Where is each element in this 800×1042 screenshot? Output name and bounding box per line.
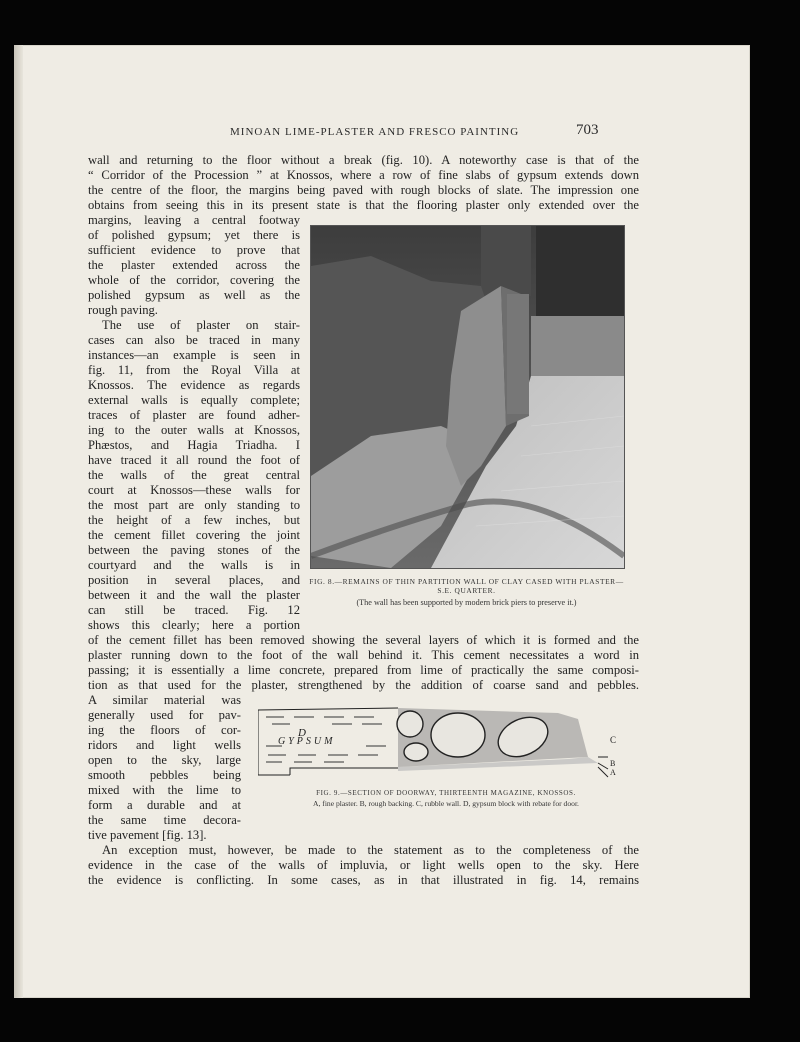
text-line: have traced it all round the foot of xyxy=(88,453,300,467)
text-line: cases can also be traced in many xyxy=(88,333,300,347)
label-gypsum: GYPSUM xyxy=(278,736,336,747)
fig8-caption-cont: S.E. QUARTER. xyxy=(437,586,496,595)
fig8-photograph xyxy=(310,225,625,569)
label-a: A xyxy=(610,768,616,777)
text-line: the plaster extended across the xyxy=(88,258,300,272)
label-d: D xyxy=(298,727,306,739)
text-line: the same time decora- xyxy=(88,813,241,827)
text-line: open to the sky, large xyxy=(88,753,241,767)
text-line: tion as that used for the plaster, strengthened by the addition of coarse sand and pebbles. xyxy=(88,678,639,692)
text-line: the cement fillet covering the joint xyxy=(88,528,300,542)
page-number: 703 xyxy=(576,122,599,138)
text-line: can still be traced. Fig. 12 xyxy=(88,603,300,617)
text-line: A similar material was xyxy=(88,693,241,707)
text-line: of polished gypsum; yet there is xyxy=(88,228,300,242)
text-line: between it and the wall the plaster xyxy=(88,588,300,602)
text-line: sufficient evidence to prove that xyxy=(88,243,300,257)
text-line: An exception must, however, be made to the statement as to the completeness of the xyxy=(102,843,639,857)
book-page xyxy=(14,45,750,998)
text-line: external walls is equally complete; xyxy=(88,393,300,407)
text-line: obtains from seeing this in its present state is that the flooring plaster only extended over the xyxy=(88,198,639,212)
text-line: court at Knossos—these walls for xyxy=(88,483,300,497)
fig9-caption: FIG. 9.—SECTION OF DOORWAY, THIRTEENTH MAGAZINE, KNOSSOS. xyxy=(316,789,576,797)
text-line: form a durable and at xyxy=(88,798,241,812)
text-line: shows this clearly; here a portion xyxy=(88,618,300,632)
text-line: The use of plaster on stair- xyxy=(102,318,300,332)
text-line: ing to the outer walls at Knossos, xyxy=(88,423,300,437)
text-line: the most part are only standing to xyxy=(88,498,300,512)
text-line: margins, leaving a central footway xyxy=(88,213,300,227)
text-line: between the paving stones of the xyxy=(88,543,300,557)
label-b: B xyxy=(610,759,616,768)
text-line: courtyard and the walls is in xyxy=(88,558,300,572)
text-line: the walls of the great central xyxy=(88,468,300,482)
page-fold xyxy=(14,45,23,998)
text-line: the centre of the floor, the margins being paved with rough blocks of slate. The impression one xyxy=(88,183,639,197)
fig8-caption: FIG. 8.—REMAINS OF THIN PARTITION WALL OF CLAY CASED WITH PLASTER— xyxy=(309,577,624,586)
text-line: ridors and light wells xyxy=(88,738,241,752)
text-line: evidence in the case of the walls of impluvia, or light wells open to the sky. Here xyxy=(88,858,639,872)
text-line: whole of the corridor, covering the xyxy=(88,273,300,287)
text-line: plaster running down to the foot of the wall behind it. This cement necessitates a word in xyxy=(88,648,639,662)
text-line: ing the floors of cor- xyxy=(88,723,241,737)
label-c: C xyxy=(610,735,617,745)
fig8-note: (The wall has been supported by modern brick piers to preserve it.) xyxy=(356,598,577,607)
text-line: “ Corridor of the Procession ” at Knossos, where a row of fine slabs of gypsum extends down xyxy=(88,168,639,182)
text-line: passing; it is essentially a lime concrete, prepared from lime of practically the same composi- xyxy=(88,663,639,677)
text-line: Phæstos, and Hagia Triadha. I xyxy=(88,438,300,452)
text-line: traces of plaster are found adher- xyxy=(88,408,300,422)
text-line: Knossos. The evidence as regards xyxy=(88,378,300,392)
text-line: the height of a few inches, but xyxy=(88,513,300,527)
text-line: of the cement fillet has been removed showing the several layers of which it is formed and the xyxy=(88,633,639,647)
ruined-wall-photo xyxy=(311,226,624,568)
text-line: smooth pebbles being xyxy=(88,768,241,782)
running-title: MINOAN LIME-PLASTER AND FRESCO PAINTING xyxy=(230,126,520,138)
text-line: fig. 11, from the Royal Villa at xyxy=(88,363,300,377)
text-line: rough paving. xyxy=(88,303,158,317)
fig9-legend: A, fine plaster. B, rough backing. C, rubble wall. D, gypsum block with rebate for door. xyxy=(313,799,579,808)
text-line: position in several places, and xyxy=(88,573,300,587)
text-line: generally used for pav- xyxy=(88,708,241,722)
text-line: the evidence is conflicting. In some cases, as in that illustrated in fig. 14, remains xyxy=(88,873,639,887)
text-line: tive pavement [fig. 13]. xyxy=(88,828,207,842)
text-line: mixed with the lime to xyxy=(88,783,241,797)
fig9-section-drawing xyxy=(258,697,630,783)
text-line: wall and returning to the floor without a break (fig. 10). A noteworthy case is that of the xyxy=(88,153,639,167)
text-line: polished gypsum as well as the xyxy=(88,288,300,302)
text-line: instances—an example is seen in xyxy=(88,348,300,362)
